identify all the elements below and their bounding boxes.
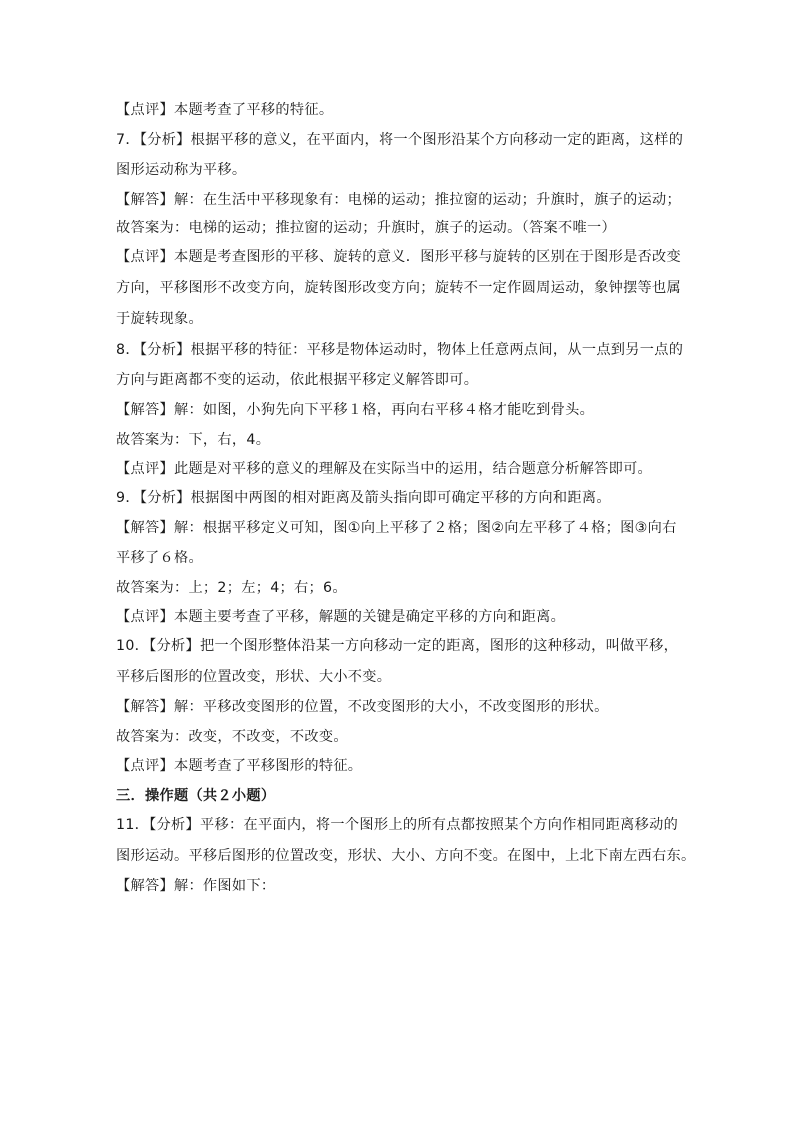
q10-solution: 【解答】解：平移改变图形的位置，不改变图形的大小，不改变图形的形状。 (116, 699, 609, 715)
q8-analysis: 8．【分析】根据平移的特征：平移是物体运动时，物体上任意两点间，从一点到另一点的 (116, 342, 684, 358)
q10-analysis: 10．【分析】把一个图形整体沿某一方向移动一定的距离，图形的这种移动，叫做平移， (116, 638, 679, 654)
q7-comment: 【点评】本题是考查图形的平移、旋转的意义．图形平移与旋转的区别在于图形是否改变 (116, 249, 682, 265)
q7-analysis-cont: 图形运动称为平移。 (116, 162, 247, 178)
q9-answer: 故答案为：上；2；左；4；右；6。 (116, 580, 347, 596)
q10-comment: 【点评】本题考查了平移图形的特征。 (116, 758, 363, 774)
q7-comment-cont-2: 于旋转现象。 (116, 311, 203, 327)
section-heading: 三．操作题（共２小题） (116, 788, 276, 804)
q11-solution: 【解答】解：作图如下： (116, 878, 276, 894)
q8-answer: 故答案为：下，右，4。 (116, 432, 271, 448)
q10-answer: 故答案为：改变，不改变，不改变。 (116, 729, 348, 745)
q9-analysis: 9．【分析】根据图中两图的相对距离及箭头指向即可确定平移的方向和距离。 (116, 490, 611, 506)
q8-solution: 【解答】解：如图，小狗先向下平移１格，再向右平移４格才能吃到骨头。 (116, 402, 595, 418)
q9-solution-cont: 平移了６格。 (116, 550, 203, 566)
q9-solution: 【解答】解：根据平移定义可知，图①向上平移了２格；图②向左平移了４格；图③向右 (116, 520, 677, 536)
q7-answer: 故答案为：电梯的运动；推拉窗的运动；升旗时，旗子的运动。（答案不唯一） (116, 220, 616, 236)
q7-comment-cont-1: 方向，平移图形不改变方向，旋转图形改变方向；旋转不一定作圆周运动，象钟摆等也属 (116, 280, 682, 296)
q10-analysis-cont: 平移后图形的位置改变，形状、大小不变。 (116, 669, 392, 685)
q7-analysis: 7．【分析】根据平移的意义，在平面内，将一个图形沿某个方向移动一定的距离，这样的 (116, 132, 684, 148)
q11-analysis: 11．【分析】平移：在平面内，将一个图形上的所有点都按照某个方向作相同距离移动的 (116, 817, 679, 833)
q7-solution: 【解答】解：在生活中平移现象有：电梯的运动；推拉窗的运动；升旗时，旗子的运动； (116, 192, 682, 208)
q11-analysis-cont: 图形运动。平移后图形的位置改变，形状、大小、方向不变。在图中，上北下南左西右东。 (116, 848, 696, 864)
q8-analysis-cont: 方向与距离都不变的运动，依此根据平移定义解答即可。 (116, 372, 479, 388)
q9-comment: 【点评】本题主要考查了平移，解题的关键是确定平移的方向和距离。 (116, 609, 566, 625)
q6-comment: 【点评】本题考查了平移的特征。 (116, 102, 334, 118)
q8-comment: 【点评】此题是对平移的意义的理解及在实际当中的运用，结合题意分析解答即可。 (116, 461, 653, 477)
